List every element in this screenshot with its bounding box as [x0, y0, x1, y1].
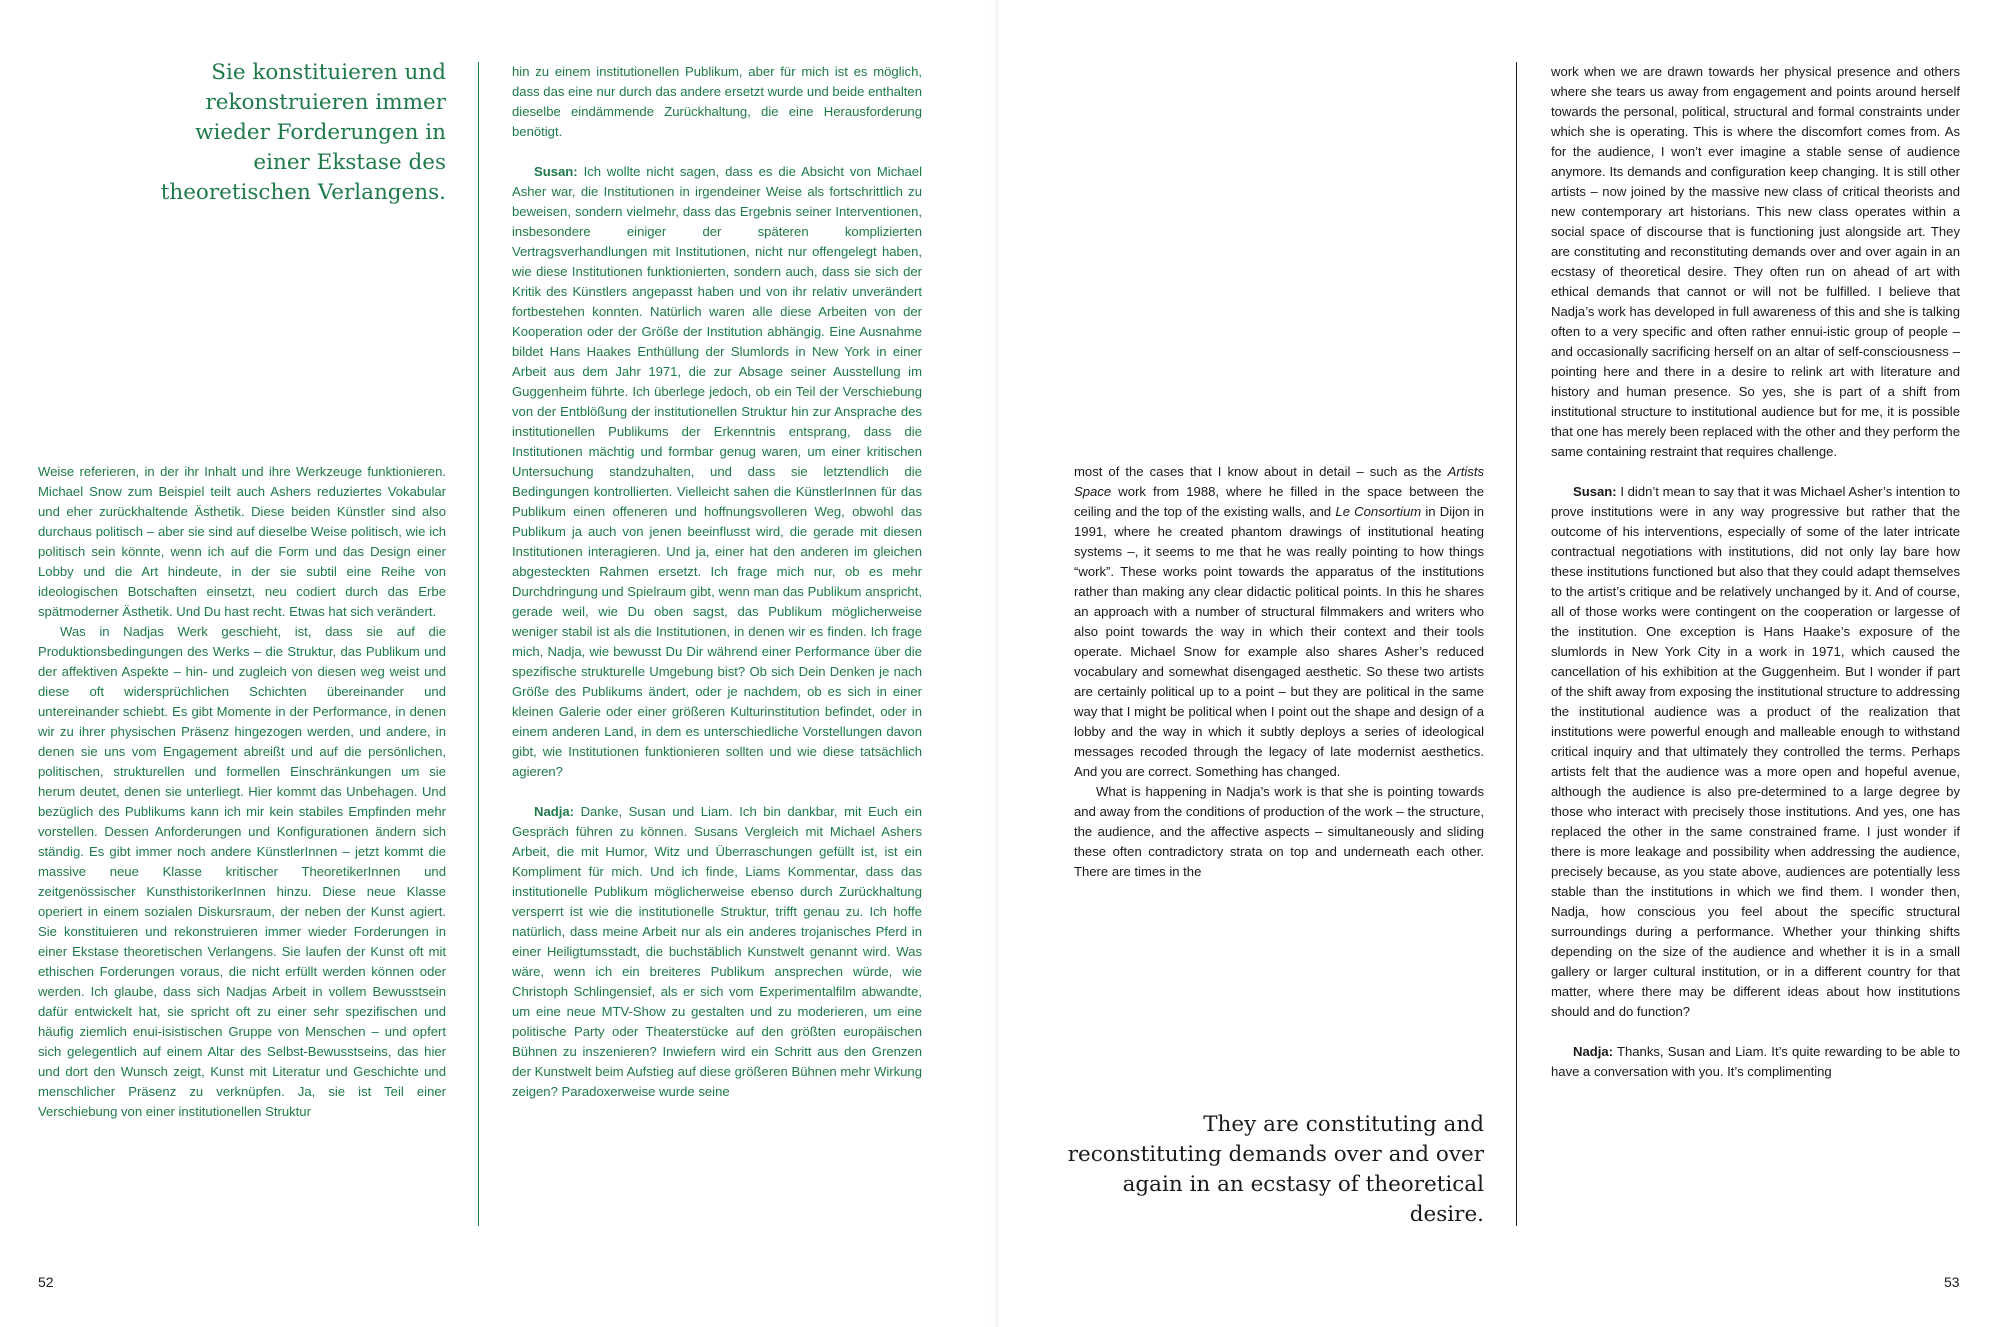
- paragraph: Was in Nadjas Werk geschieht, ist, dass sie auf die Produktionsbedingungen des Werks – die Struktur, das Publikum und der affektiven Aspekte – hin- und zugleich von diesen weg weist und diese oft widersprüchlichen Schichten übereinander und untereinander schiebt. Es gibt Momente in der Performance, in denen wir zu ihrer physischen Präsenz hingezogen werden, und andere, in denen sie uns vom Engagement abreißt und auf die persönlichen, politischen, strukturellen und formellen Einschränkungen um sie herum deutet, denen sie unterliegt. Hier kommt das Unbehagen. Und bezüglich des Publikums kann ich mir kein stabiles Empfinden mehr vorstellen. Dessen Anforderungen und Konfigurationen ändern sich ständig. Es gibt immer noch andere KünstlerInnen – jetzt kommt die massive neue Klasse kritischer TheoretikerInnen und zeitgenössischer KunsthistorikerInnen hinzu. Diese neue Klasse operiert in einem sozialen Diskursraum, der neben der Kunst agiert. Sie konstituieren und rekonstruieren immer wieder Forderungen in einer Ekstase theoretischen Verlangens. Sie laufen der Kunst oft mit ethischen Forderungen voraus, die nicht erfüllt werden können oder werden. Ich glaube, dass sich Nadjas Arbeit in vollem Bewusstsein dafür entwickelt hat, sie spricht oft zu einer sehr spezifischen und häufig ziemlich enui-isistischen Gruppe von Menschen – und opfert sich gelegentlich auf einem Altar des Selbst-Bewusstseins, das hier und dort den Wunsch zeigt, Kunst mit Literatur und Geschichte und menschlicher Präsenz zu verknüpfen. Ja, sie ist Teil einer Verschiebung von einer institutionellen Struktur: [38, 624, 446, 1119]
- text-run: most of the cases that I know about in detail – such as the: [1074, 464, 1442, 479]
- paragraph: What is happening in Nadja’s work is that she is pointing towards and away from the conditions of production of the work – the structure, the audience, and the affective aspects – simultaneously and sliding these often contradictory strata on top and underneath each other. There are times in the: [1074, 784, 1484, 879]
- column-rule: [478, 62, 479, 1226]
- english-text-column-1: [1074, 462, 1484, 950]
- german-text-column-1: [38, 462, 446, 1230]
- italic-title: Artists Space: [1074, 464, 1484, 499]
- paragraph-susan: [512, 162, 922, 782]
- paragraph: hin zu einem institutionellen Publikum, aber für mich ist es möglich, dass das eine nur durch das andere ersetzt wurde und beide enthalten dieselbe eindämmende Zurückhaltung, die eine Herausforderung benötigt.: [512, 64, 922, 139]
- speech-text: Thanks, Susan and Liam. It’s quite rewarding to be able to have a conversation with you. It’s complimenting: [1551, 1044, 1960, 1079]
- text-run: in Dijon in 1991, where he created phantom drawings of institutional heating systems –, it seems to me that he was really pointing to how things “work”. These works point towards the apparatus of the institutions rather than making any clear didactic political points. In this he shares an approach with a number of structural filmmakers and writers who also point towards the way in which their context and their tools operate. Michael Snow for example also shares Asher’s reduced vocabulary and somewhat disengaged aesthetic. So these two artists are certainly political up to a point – but they are political in the same way that I might be political when I point out the shape and design of a lobby and the way in which it subtly deploys a series of ideological messages recoded through the legacy of late modernist aesthetics. And you are correct. Something has changed.: [1074, 504, 1484, 779]
- pull-quote-english: They are constituting and reconstituting demands over and over again in an ecstasy of theoretical desire.: [1067, 1112, 1484, 1227]
- pull-quote-german: Sie konstituieren und rekonstruieren immer wieder Forderungen in einer Ekstase des theoretischen Verlangens.: [160, 60, 446, 205]
- speech-text: Ich wollte nicht sagen, dass es die Absicht von Michael Asher war, die Institutionen in irgendeiner Weise als fortschrittlich zu beweisen, sondern vielmehr, dass das Ergebnis seiner Interventionen, insbesondere einiger der späteren komplizierten Vertragsverhandlungen mit Institutionen, nicht nur offengelegt haben, wie diese Institutionen funktionierten, sondern auch, dass sie sich der Kritik des Künstlers angepasst haben und von ihr relativ unverändert fortbestehen konnten. Natürlich waren alle diese Arbeiten von der Kooperation oder der Größe der Institution abhängig. Eine Ausnahme bildet Hans Haakes Enthüllung der Slumlords in New York in einer Arbeit aus dem Jahr 1971, die zur Absage seiner Ausstellung im Guggenheim führte. Ich überlege jedoch, ob ein Teil der Verschiebung von der Entblößung der institutionellen Struktur hin zur Ansprache des institutionellen Publikums der Erkenntnis entsprang, dass die Institutionen mächtig und formbar genug waren, um einer kritischen Untersuchung standzuhalten, und dass sie letztendlich die Bedingungen kontrollierten. Vielleicht sahen die KünstlerInnen für das Publikum einen offeneren und hoffnungsvolleren Weg, obwohl das Publikum ja auch von jenen beeinflusst wird, die gerade mit diesen Institutionen interagieren. Und ja, einer hat den anderen im gleichen abgesteckten Rahmen ersetzt. Ich frage mich nur, ob es mehr Durchdringung und Spielraum gibt, wenn man das Publikum anspricht, gerade weil, wie Du oben sagst, das Publikum möglicherweise weniger stabil ist als die Institutionen, in denen wir es finden. Ich frage mich, Nadja, wie bewusst Du Dir während einer Performance über die spezifische strukturelle Umgebung bist? Ob sich Dein Denken je nach Größe des Publikums ändert, oder je nachdem, ob es sich in einer kleinen Galerie oder einer größeren Kulturinstitution befindet, oder in einem anderen Land, in dem es unterschiedliche Vorstellungen davon gibt, wie Institutionen funktionieren sollten und wie diese tatsächlich agieren?: [512, 164, 922, 779]
- speech-text: I didn’t mean to say that it was Michael Asher’s intention to prove institutions were in any way progressive but rather that the outcome of his interventions, especially of some of the later intricate contractual negotiations with institutions, did not only lay bare how these institutions functioned but also that they could adapt themselves to the artist’s critique and be relatively unchanged by it. And of course, all of those works were contingent on the cooperation or largesse of the institution. One exception is Hans Haake’s exposure of the slumlords in New York City in a work in 1971, which caused the cancellation of his exhibition at the Guggenheim. But I wonder if part of the shift away from exposing the institutional structure to addressing the institutional audience was a product of the realization that institutions were powerful enough and malleable enough to withstand critical inquiry and that ultimately they controlled the terms. Perhaps artists felt that the audience was a more open and hopeful avenue, although the audience is also pre-determined to a large degree by those who interact with precisely those institutions. And yes, one has replaced the other in the same constrained frame. I just wonder if there is more leakage and possibility when addressing the audience, precisely because, as you state above, audiences are potentially less stable than the institutions in which we find them. I wonder then, Nadja, how conscious you feel about the specific structural surroundings during a performance. Whether your thinking shifts depending on the size of the audience and whether it is in a small gallery or larger cultural institution, or in a different country for that matter, where there may be different ideas about how institutions should and do function?: [1551, 484, 1960, 1019]
- paragraph: [1074, 462, 1484, 782]
- speaker-label: Susan:: [534, 164, 578, 179]
- paragraph-nadja: [512, 802, 922, 1102]
- speaker-label: Nadja:: [1573, 1044, 1614, 1059]
- paragraph: Weise referieren, in der ihr Inhalt und ihre Werkzeuge funktionieren. Michael Snow zum Beispiel teilt auch Ashers reduziertes Vokabular und eher zurückhaltende Ästhetik. Diese beiden Künstler sind also durchaus politisch – aber sie sind auf dieselbe Weise politisch, wie ich politisch sein könnte, wenn ich auf die Form und das Design einer Lobby und die Art hindeute, in der sie subtil eine Reihe von ideologischen Botschaften einsetzt, neu codiert durch das Erbe spätmoderner Ästhetik. Und Du hast recht. Etwas hat sich verändert.: [38, 464, 446, 619]
- speech-text: Danke, Susan und Liam. Ich bin dankbar, mit Euch ein Gespräch führen zu können. Susans Vergleich mit Michael Ashers Arbeit, die mit Humor, Witz und Überraschungen gefüllt ist, ist ein Kompliment für mich. Und ich finde, Liams Kommentar, dass das institutionelle Publikum möglicherweise ebenso durch Zurückhaltung versperrt ist wie die institutionelle Struktur, trifft genau zu. Ich hoffe natürlich, dass meine Arbeit nur als ein anderes trojanisches Pferd in einer Heiligtumsstadt, die buchstäblich Kunstwelt genannt wird. Was wäre, wenn ich ein breiteres Publikum ansprechen würde, wie Christoph Schlingensief, als er sich vom Experimentalfilm abwandte, um eine neue MTV-Show zu gestalten und zu moderieren, um eine politische Party oder Theaterstücke auf den größten europäischen Bühnen zu inszenieren? Inwiefern wird ein Schritt aus den Grenzen der Kunstwelt beim Aufstieg auf diese größeren Bühnen mehr Wirkung zeigen? Paradoxerweise wurde seine: [512, 804, 922, 1099]
- paragraph: work when we are drawn towards her physical presence and others where she tears us away from engagement and points around herself towards the personal, political, structural and formal constraints under which she is operating. This is where the discomfort comes from. As for the audience, I won’t ever imagine a stable sense of audience anymore. Its demands and configuration keep changing. It is still other artists – now joined by the massive new class of critical theorists and new contemporary art historians. This new class operates within a social space of discourse that is functioning just alongside art. They are constituting and reconstituting demands over and over again in an ecstasy of theoretical desire. They often run on ahead of art with ethical demands that cannot or will not be fulfilled. I believe that Nadja’s work has developed in full awareness of this and she is talking often to a very specific and often rather ennui-istic group of people – and occasionally sacrificing herself on an altar of self-consciousness – pointing here and there in a desire to relink art with literature and history and human presence. So yes, she is part of a shift from institutional structure to institutional audience but for me, it is possible that one has merely been replaced with the other and they perform the same containing restraint that requires challenge.: [1551, 64, 1960, 459]
- speaker-label: Susan:: [1573, 484, 1617, 499]
- german-text-column-2: [512, 62, 922, 1230]
- column-rule: [1516, 62, 1517, 1226]
- english-text-column-2: [1551, 62, 1960, 1230]
- speaker-label: Nadja:: [534, 804, 575, 819]
- paragraph-susan: [1551, 482, 1960, 1022]
- page-number: 53: [1944, 1274, 1960, 1290]
- page-number: 52: [38, 1274, 54, 1290]
- paragraph-nadja: [1551, 1042, 1960, 1082]
- text-run: work from 1988, where he filled in the space between the ceiling and the top of the existing walls, and: [1074, 484, 1484, 519]
- italic-title: Le Consortium: [1335, 504, 1422, 519]
